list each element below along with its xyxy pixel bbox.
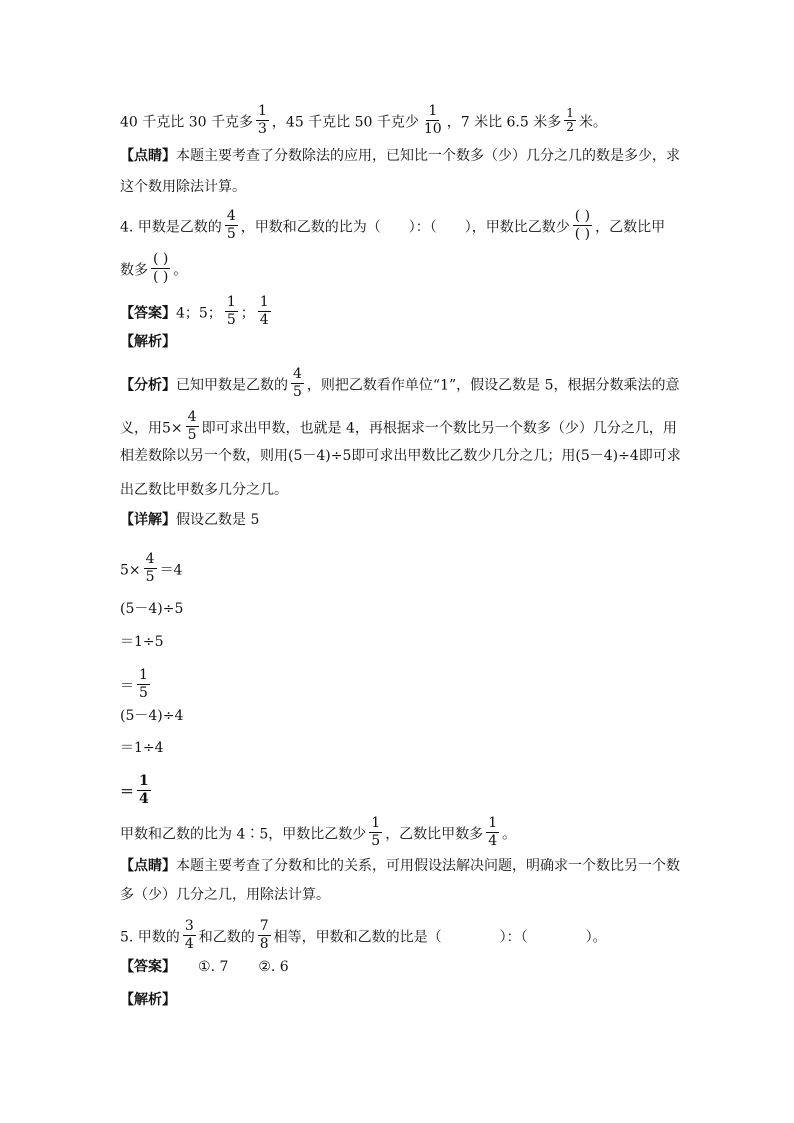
calc-2: (5－4)÷5 xyxy=(120,601,184,617)
calc-1: 5× $\frac{4}{5}$ ＝4 xyxy=(120,551,183,585)
answer-5: 【答案】 ①. 7 ②. 6 xyxy=(120,959,289,975)
prev-answer-line: 40 千克比 30 千克多 $\frac{1}{3}$ ，45 千克比 50 千克少 $\frac{1}{10}$ ，7 米比 6.5 米多 $\frac{1}{2}$ 米。 xyxy=(120,103,607,137)
fraction: $\frac{1}{4}$ xyxy=(488,815,498,849)
question-4: 4. 甲数是乙数的 $\frac{4}{5}$ ，甲数和乙数的比为（ ）：（ ），甲数比乙数少 $\frac{( )}{( )}$ ，乙数比甲 xyxy=(120,208,666,242)
fraction: $\frac{1}{4}$ xyxy=(139,773,149,807)
fraction: $\frac{1}{2}$ xyxy=(566,106,574,134)
fraction: $\frac{4}{5}$ xyxy=(145,551,155,585)
fraction: $\frac{4}{5}$ xyxy=(187,409,197,443)
calc-7: ＝ $\frac{1}{4}$ xyxy=(120,773,149,807)
blank-fraction: $\frac{( )}{( )}$ xyxy=(574,208,591,242)
conclusion-line: 甲数和乙数的比为 4∶5，甲数比乙数少 $\frac{1}{5}$ ，乙数比甲数多 $\frac{1}{4}$ 。 xyxy=(120,815,517,849)
fraction: $\frac{1}{10}$ xyxy=(423,103,442,137)
question-4-cont: 数多 $\frac{( )}{( )}$ 。 xyxy=(120,251,188,285)
fraction: $\frac{1}{5}$ xyxy=(371,815,381,849)
detail-line: 【详解】假设乙数是 5 xyxy=(120,512,260,528)
dianjing-line-cont: 这个数用除法计算。 xyxy=(120,179,246,195)
fraction: $\frac{4}{5}$ xyxy=(293,366,302,400)
dianjing-line: 【点睛】本题主要考查了分数除法的应用，已知比一个数多（少）几分之几的数是多少，求 xyxy=(120,148,680,164)
fraction: $\frac{3}{4}$ xyxy=(184,918,194,952)
fraction: $\frac{1}{5}$ xyxy=(226,294,236,328)
analysis-line-4: 出乙数比甲数多几分之几。 xyxy=(120,482,288,498)
fraction: $\frac{7}{8}$ xyxy=(259,918,269,952)
dianjing-2-line-cont: 多（少）几分之几，用除法计算。 xyxy=(120,887,330,903)
analysis-line-2: 义，用5× $\frac{4}{5}$ 即可求出甲数，也就是 4，再根据求一个数比另一个数多（少）几分之几，用 xyxy=(120,409,677,443)
jiexi-label: 【解析】 xyxy=(120,334,176,350)
question-5: 5. 甲数的 $\frac{3}{4}$ 和乙数的 $\frac{7}{8}$ 相等，甲数和乙数的比是（ ）：（ ）。 xyxy=(120,918,607,952)
dianjing-2-line: 【点睛】本题主要考查了分数和比的关系，可用假设法解决问题，明确求一个数比另一个数 xyxy=(120,858,680,874)
calc-5: (5－4)÷4 xyxy=(120,708,184,724)
fraction: $\frac{1}{4}$ xyxy=(259,294,269,328)
blank-fraction: $\frac{( )}{( )}$ xyxy=(153,251,169,285)
analysis-line-1: 【分析】已知甲数是乙数的 $\frac{4}{5}$ ，则把乙数看作单位“1”，假设乙数是 5，根据分数乘法的意 xyxy=(120,366,680,400)
calc-4: ＝ $\frac{1}{5}$ xyxy=(120,667,148,701)
calc-3: ＝1÷5 xyxy=(120,634,164,650)
fraction: $\frac{1}{5}$ xyxy=(139,667,148,701)
calc-6: ＝1÷4 xyxy=(120,740,164,756)
fraction: $\frac{1}{3}$ xyxy=(257,103,267,137)
answer-4: 【答案】4；5； $\frac{1}{5}$ ； $\frac{1}{4}$ xyxy=(120,294,269,328)
fraction: $\frac{4}{5}$ xyxy=(226,208,236,242)
jiexi-label-2: 【解析】 xyxy=(120,992,176,1008)
analysis-line-3: 相差数除以另一个数，则用(5－4)÷5即可求出甲数比乙数少几分之几；用(5－4)÷4即可求 xyxy=(120,448,681,464)
